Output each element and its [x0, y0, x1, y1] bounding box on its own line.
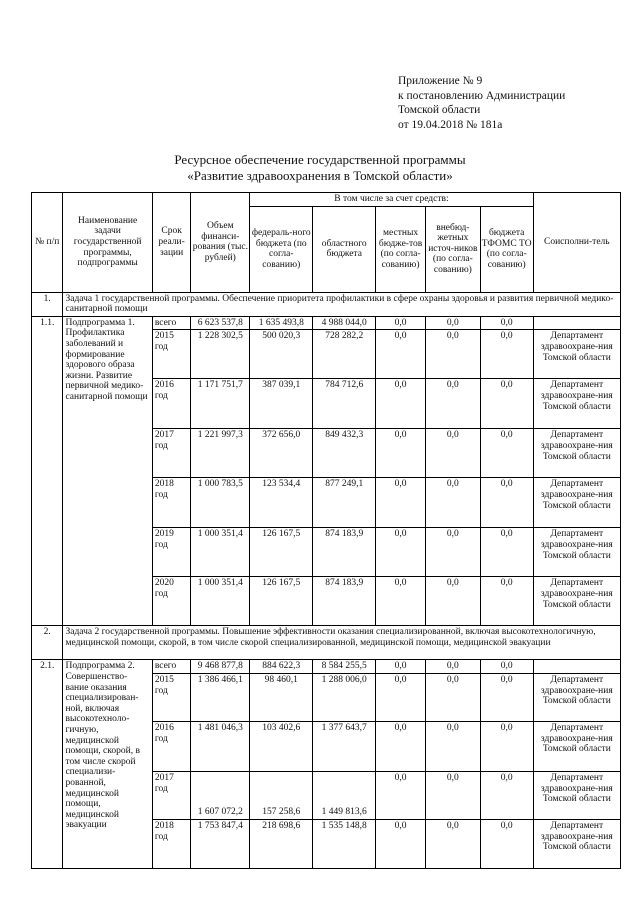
task-num: 2.	[32, 626, 63, 660]
cell-volume: 1 228 302,5	[191, 330, 250, 379]
appendix-line: Приложение № 9	[398, 75, 483, 87]
sub-name: Подпрограмма 1. Профилактика заболеваний и формирование здорового образа жизни. Развитие первичной медико-санитарной помощи	[63, 316, 152, 626]
cell-federal: 157 258,6	[250, 771, 313, 819]
cell-local: 0,0	[376, 673, 426, 721]
cell-volume: 1 753 847,4	[191, 819, 250, 868]
cell-term: 2015 год	[152, 330, 191, 379]
cell-executor: Департамент здравоохране-ния Томской области	[533, 379, 620, 429]
cell-term: 2020 год	[152, 577, 191, 626]
cell-regional: 4 988 044,0	[313, 316, 376, 330]
sub-num: 2.1.	[32, 660, 63, 869]
document-title-line-1: Ресурсное обеспечение государственной программы	[174, 152, 466, 167]
table-row	[32, 660, 621, 674]
header-term: Срок реали-зации	[152, 193, 191, 293]
cell-volume: 1 171 751,7	[191, 379, 250, 429]
cell-tfoms: 0,0	[480, 478, 533, 528]
cell-executor: Департамент здравоохране-ния Томской области	[533, 330, 620, 379]
cell-local: 0,0	[376, 771, 426, 819]
cell-volume: 1 607 072,2	[191, 771, 250, 819]
sub-num: 1.1.	[32, 316, 63, 626]
cell-volume: 1 000 351,4	[191, 577, 250, 626]
cell-term: 2016 год	[152, 721, 191, 771]
cell-tfoms: 0,0	[480, 771, 533, 819]
header-extra: внебюд-жетных источ-ников (по согла-сованию)	[425, 206, 480, 292]
cell-extra: 0,0	[425, 330, 480, 379]
task-row	[32, 626, 621, 660]
cell-term: 2015 год	[152, 673, 191, 721]
cell-regional: 1 288 006,0	[313, 673, 376, 721]
appendix-block	[398, 74, 628, 132]
appendix-line: от 19.04.2018 № 181а	[398, 118, 503, 131]
cell-executor: Департамент здравоохране-ния Томской области	[533, 429, 620, 478]
cell-federal: 372 656,0	[250, 429, 313, 478]
cell-local: 0,0	[376, 478, 426, 528]
cell-tfoms: 0,0	[480, 528, 533, 577]
cell-volume: 1 221 997,3	[191, 429, 250, 478]
cell-term: всего	[152, 316, 191, 330]
cell-tfoms: 0,0	[480, 577, 533, 626]
cell-term: 2017 год	[152, 429, 191, 478]
cell-federal: 500 020,3	[250, 330, 313, 379]
cell-regional: 1 377 643,7	[313, 721, 376, 771]
cell-federal: 126 167,5	[250, 528, 313, 577]
task-text: Задача 1 государственной программы. Обеспечение приоритета профилактики в сфере охраны здоровья и развития первичной медико-санитарной помощи	[63, 292, 621, 316]
header-regional: областного бюджета	[313, 206, 376, 292]
cell-regional: 8 584 255,5	[313, 660, 376, 674]
cell-federal: 98 460,1	[250, 673, 313, 721]
cell-regional: 784 712,6	[313, 379, 376, 429]
cell-local: 0,0	[376, 330, 426, 379]
cell-local: 0,0	[376, 528, 426, 577]
cell-extra: 0,0	[425, 528, 480, 577]
cell-volume: 1 000 783,5	[191, 478, 250, 528]
cell-tfoms: 0,0	[480, 316, 533, 330]
appendix-line: Томской области	[398, 104, 481, 116]
header-federal: федераль-ного бюджета (по согла-сованию)	[250, 206, 313, 292]
cell-regional: 874 183,9	[313, 577, 376, 626]
sub-name: Подпрограмма 2. Совершенство-вание оказания специализирован-ной, включая высокотехноло-гичную, медицинской помощи, скорой, в том числе скорой специализи-рованной, медицинской помощи, медицинской эвакуации	[63, 660, 152, 869]
cell-executor: Департамент здравоохране-ния Томской области	[533, 673, 620, 721]
cell-regional: 728 282,2	[313, 330, 376, 379]
document-title-line-2: «Развитие здравоохранения в Томской области»	[187, 168, 453, 183]
cell-executor: Департамент здравоохране-ния Томской области	[533, 721, 620, 771]
cell-federal: 123 534,4	[250, 478, 313, 528]
cell-extra: 0,0	[425, 379, 480, 429]
cell-extra: 0,0	[425, 316, 480, 330]
cell-regional: 849 432,3	[313, 429, 376, 478]
cell-local: 0,0	[376, 660, 426, 674]
cell-extra: 0,0	[425, 819, 480, 868]
cell-term: всего	[152, 660, 191, 674]
cell-regional: 874 183,9	[313, 528, 376, 577]
cell-term: 2017 год	[152, 771, 191, 819]
cell-federal: 103 402,6	[250, 721, 313, 771]
cell-federal: 218 698,6	[250, 819, 313, 868]
header-num: № п/п	[32, 193, 63, 293]
cell-extra: 0,0	[425, 771, 480, 819]
resource-table	[31, 192, 621, 869]
cell-extra: 0,0	[425, 429, 480, 478]
task-row	[32, 292, 621, 316]
header-name: Наименование задачи государственной программы, подпрограммы	[63, 193, 152, 293]
cell-executor: Департамент здравоохране-ния Томской области	[533, 528, 620, 577]
cell-term: 2018 год	[152, 478, 191, 528]
cell-local: 0,0	[376, 819, 426, 868]
appendix-line: к постановлению Администрации	[398, 89, 566, 102]
table-row	[32, 316, 621, 330]
cell-executor: Департамент здравоохране-ния Томской области	[533, 771, 620, 819]
cell-volume: 1 481 046,3	[191, 721, 250, 771]
cell-federal: 884 622,3	[250, 660, 313, 674]
cell-federal: 1 635 493,8	[250, 316, 313, 330]
cell-executor: Департамент здравоохране-ния Томской области	[533, 478, 620, 528]
cell-executor: Департамент здравоохране-ния Томской области	[533, 819, 620, 868]
cell-tfoms: 0,0	[480, 673, 533, 721]
cell-volume: 9 468 877,8	[191, 660, 250, 674]
cell-tfoms: 0,0	[480, 819, 533, 868]
header-local: местных бюдже-тов (по согла-сованию)	[376, 206, 426, 292]
cell-federal: 387 039,1	[250, 379, 313, 429]
cell-regional: 1 535 148,8	[313, 819, 376, 868]
header-tfoms: бюджета ТФОМС ТО (по согла-сованию)	[480, 206, 533, 292]
cell-regional: 877 249,1	[313, 478, 376, 528]
cell-extra: 0,0	[425, 721, 480, 771]
cell-tfoms: 0,0	[480, 330, 533, 379]
cell-local: 0,0	[376, 429, 426, 478]
cell-term: 2016 год	[152, 379, 191, 429]
cell-extra: 0,0	[425, 660, 480, 674]
cell-volume: 6 623 537,8	[191, 316, 250, 330]
cell-term: 2018 год	[152, 819, 191, 868]
cell-extra: 0,0	[425, 673, 480, 721]
cell-extra: 0,0	[425, 478, 480, 528]
cell-tfoms: 0,0	[480, 721, 533, 771]
cell-tfoms: 0,0	[480, 660, 533, 674]
task-text: Задача 2 государственной программы. Повышение эффективности оказания специализированной, включая высокотехнологичную, медицинской помощи, скорой, в том числе скорой специализированной, медицинской помощи, медицинской эвакуации	[63, 626, 621, 660]
cell-local: 0,0	[376, 379, 426, 429]
cell-executor: Департамент здравоохране-ния Томской области	[533, 577, 620, 626]
cell-regional: 1 449 813,6	[313, 771, 376, 819]
cell-term: 2019 год	[152, 528, 191, 577]
cell-executor	[533, 316, 620, 330]
header-executor: Соисполни-тель	[533, 193, 620, 293]
cell-volume: 1 386 466,1	[191, 673, 250, 721]
cell-tfoms: 0,0	[480, 429, 533, 478]
cell-federal: 126 167,5	[250, 577, 313, 626]
cell-extra: 0,0	[425, 577, 480, 626]
cell-volume: 1 000 351,4	[191, 528, 250, 577]
cell-local: 0,0	[376, 577, 426, 626]
task-num: 1.	[32, 292, 63, 316]
cell-tfoms: 0,0	[480, 379, 533, 429]
header-incl: В том числе за счет средств:	[250, 193, 533, 207]
cell-local: 0,0	[376, 721, 426, 771]
cell-local: 0,0	[376, 316, 426, 330]
cell-executor	[533, 660, 620, 674]
header-volume: Объем финанси-рования (тыс. рублей)	[191, 193, 250, 293]
